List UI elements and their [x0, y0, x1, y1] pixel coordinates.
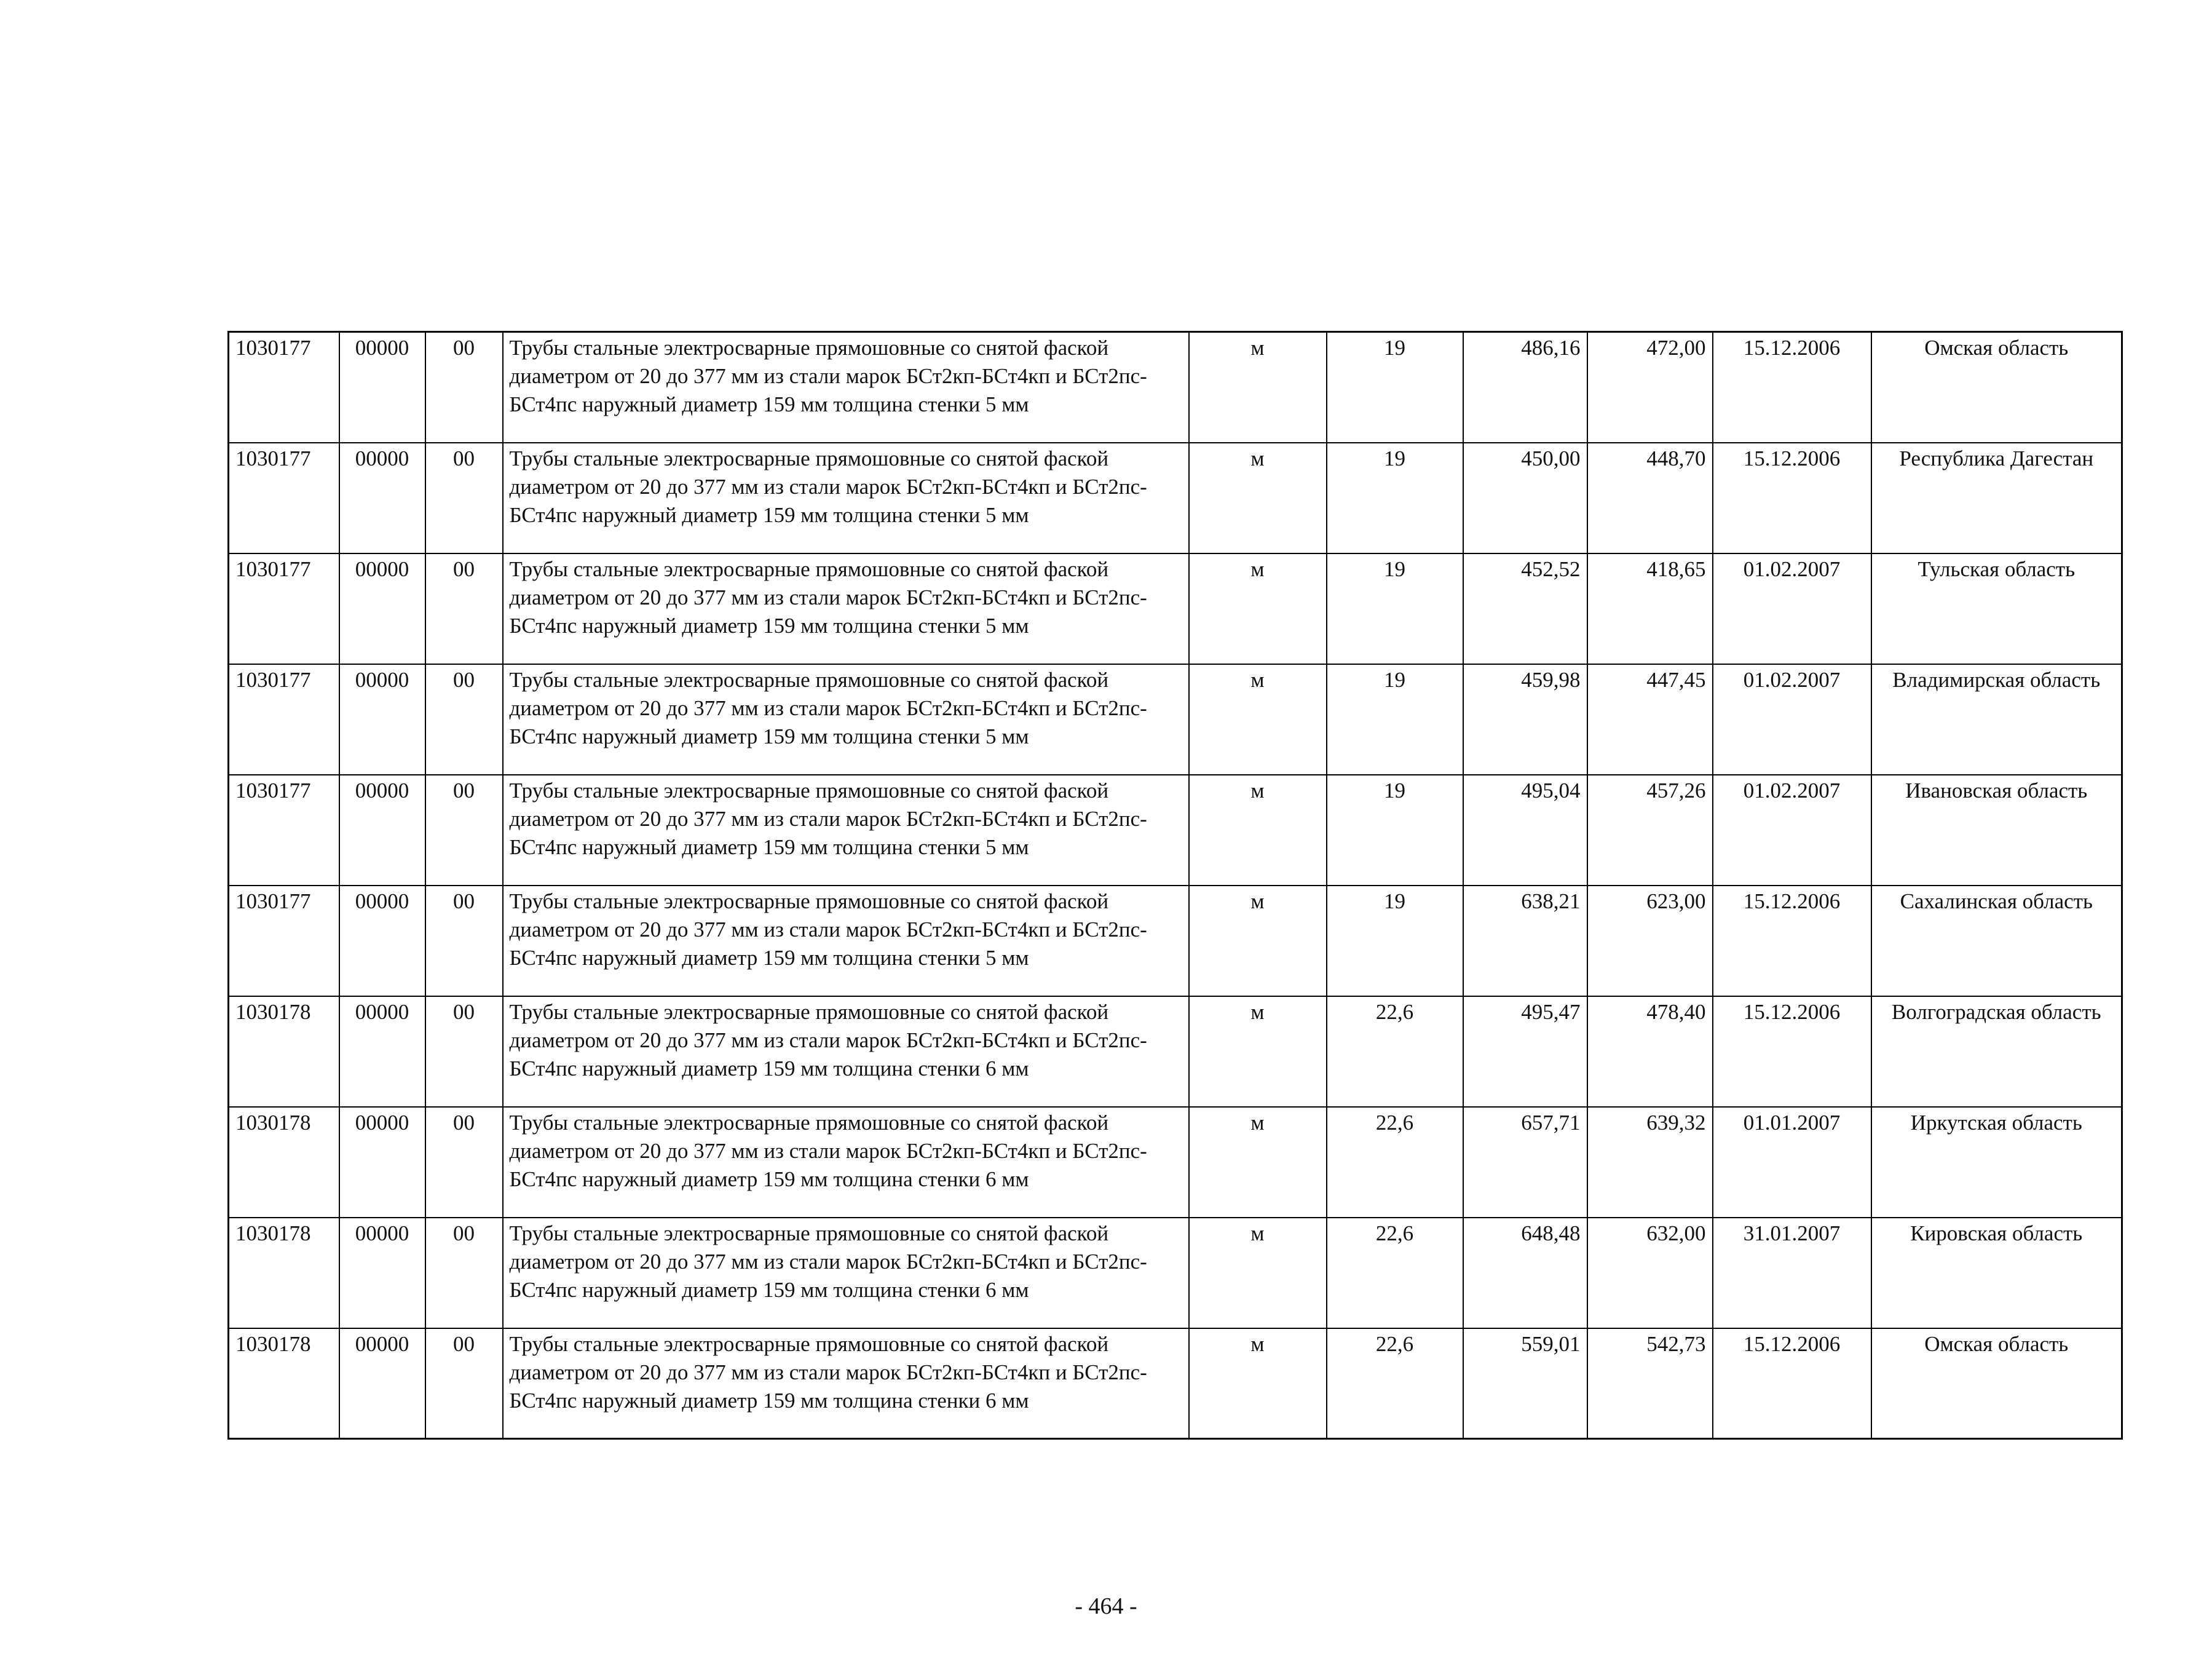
price-with-vat: 657,71 — [1463, 1107, 1587, 1218]
price-with-vat: 486,16 — [1463, 332, 1587, 443]
item-code: 1030178 — [229, 996, 339, 1107]
subcode-2: 00 — [425, 664, 503, 775]
weight-value: 22,6 — [1327, 1218, 1463, 1328]
subcode: 00000 — [339, 886, 425, 996]
subcode-2: 00 — [425, 996, 503, 1107]
subcode: 00000 — [339, 996, 425, 1107]
price-with-vat: 559,01 — [1463, 1328, 1587, 1439]
weight-value: 19 — [1327, 664, 1463, 775]
unit-of-measure: м — [1189, 775, 1327, 886]
table-row — [229, 1218, 2122, 1328]
item-description: Трубы стальные электросварные прямошовные со снятой фаской диаметром от 20 до 377 мм из стали марок БСт2кп-БСт4кп и БСт2пс-БСт4пс наружный диаметр 159 мм толщина стенки 5 мм — [503, 443, 1189, 553]
region-name: Кировская область — [1871, 1218, 2122, 1328]
subcode-2: 00 — [425, 1218, 503, 1328]
item-description: Трубы стальные электросварные прямошовные со снятой фаской диаметром от 20 до 377 мм из стали марок БСт2кп-БСт4кп и БСт2пс-БСт4пс наружный диаметр 159 мм толщина стенки 5 мм — [503, 775, 1189, 886]
price-without-vat: 478,40 — [1587, 996, 1713, 1107]
subcode: 00000 — [339, 1218, 425, 1328]
price-with-vat: 452,52 — [1463, 553, 1587, 664]
item-code: 1030177 — [229, 443, 339, 553]
subcode-2: 00 — [425, 332, 503, 443]
weight-value: 19 — [1327, 775, 1463, 886]
item-description: Трубы стальные электросварные прямошовные со снятой фаской диаметром от 20 до 377 мм из стали марок БСт2кп-БСт4кп и БСт2пс-БСт4пс наружный диаметр 159 мм толщина стенки 5 мм — [503, 553, 1189, 664]
price-without-vat: 632,00 — [1587, 1218, 1713, 1328]
subcode-2: 00 — [425, 1107, 503, 1218]
subcode-2: 00 — [425, 775, 503, 886]
item-description: Трубы стальные электросварные прямошовные со снятой фаской диаметром от 20 до 377 мм из стали марок БСт2кп-БСт4кп и БСт2пс-БСт4пс наружный диаметр 159 мм толщина стенки 5 мм — [503, 332, 1189, 443]
item-code: 1030178 — [229, 1218, 339, 1328]
item-code: 1030178 — [229, 1107, 339, 1218]
subcode-2: 00 — [425, 553, 503, 664]
price-with-vat: 450,00 — [1463, 443, 1587, 553]
region-name: Иркутская область — [1871, 1107, 2122, 1218]
unit-of-measure: м — [1189, 1218, 1327, 1328]
unit-of-measure: м — [1189, 886, 1327, 996]
weight-value: 19 — [1327, 332, 1463, 443]
item-code: 1030177 — [229, 775, 339, 886]
subcode: 00000 — [339, 1107, 425, 1218]
unit-of-measure: м — [1189, 1107, 1327, 1218]
subcode: 00000 — [339, 775, 425, 886]
item-code: 1030177 — [229, 664, 339, 775]
price-date: 15.12.2006 — [1713, 1328, 1871, 1439]
price-with-vat: 648,48 — [1463, 1218, 1587, 1328]
table-row — [229, 996, 2122, 1107]
price-with-vat: 495,47 — [1463, 996, 1587, 1107]
item-description: Трубы стальные электросварные прямошовные со снятой фаской диаметром от 20 до 377 мм из стали марок БСт2кп-БСт4кп и БСт2пс-БСт4пс наружный диаметр 159 мм толщина стенки 5 мм — [503, 664, 1189, 775]
price-without-vat: 472,00 — [1587, 332, 1713, 443]
weight-value: 22,6 — [1327, 996, 1463, 1107]
subcode-2: 00 — [425, 1328, 503, 1439]
unit-of-measure: м — [1189, 443, 1327, 553]
item-description: Трубы стальные электросварные прямошовные со снятой фаской диаметром от 20 до 377 мм из стали марок БСт2кп-БСт4кп и БСт2пс-БСт4пс наружный диаметр 159 мм толщина стенки 6 мм — [503, 1328, 1189, 1439]
unit-of-measure: м — [1189, 1328, 1327, 1439]
price-without-vat: 639,32 — [1587, 1107, 1713, 1218]
unit-of-measure: м — [1189, 553, 1327, 664]
subcode: 00000 — [339, 553, 425, 664]
subcode: 00000 — [339, 443, 425, 553]
subcode: 00000 — [339, 332, 425, 443]
weight-value: 19 — [1327, 886, 1463, 996]
price-without-vat: 418,65 — [1587, 553, 1713, 664]
item-description: Трубы стальные электросварные прямошовные со снятой фаской диаметром от 20 до 377 мм из стали марок БСт2кп-БСт4кп и БСт2пс-БСт4пс наружный диаметр 159 мм толщина стенки 6 мм — [503, 996, 1189, 1107]
region-name: Республика Дагестан — [1871, 443, 2122, 553]
table-row — [229, 775, 2122, 886]
weight-value: 19 — [1327, 553, 1463, 664]
subcode: 00000 — [339, 664, 425, 775]
table-row — [229, 553, 2122, 664]
price-date: 15.12.2006 — [1713, 443, 1871, 553]
weight-value: 22,6 — [1327, 1107, 1463, 1218]
region-name: Владимирская область — [1871, 664, 2122, 775]
item-description: Трубы стальные электросварные прямошовные со снятой фаской диаметром от 20 до 377 мм из стали марок БСт2кп-БСт4кп и БСт2пс-БСт4пс наружный диаметр 159 мм толщина стенки 6 мм — [503, 1107, 1189, 1218]
table-row — [229, 886, 2122, 996]
price-date: 01.02.2007 — [1713, 553, 1871, 664]
price-without-vat: 623,00 — [1587, 886, 1713, 996]
price-date: 15.12.2006 — [1713, 886, 1871, 996]
price-date: 01.01.2007 — [1713, 1107, 1871, 1218]
weight-value: 22,6 — [1327, 1328, 1463, 1439]
table-body — [229, 332, 2122, 1439]
item-code: 1030177 — [229, 332, 339, 443]
table-row — [229, 332, 2122, 443]
region-name: Омская область — [1871, 332, 2122, 443]
region-name: Ивановская область — [1871, 775, 2122, 886]
price-date: 15.12.2006 — [1713, 996, 1871, 1107]
price-date: 01.02.2007 — [1713, 775, 1871, 886]
weight-value: 19 — [1327, 443, 1463, 553]
unit-of-measure: м — [1189, 332, 1327, 443]
price-date: 31.01.2007 — [1713, 1218, 1871, 1328]
table-row — [229, 1328, 2122, 1439]
price-date: 01.02.2007 — [1713, 664, 1871, 775]
price-with-vat: 638,21 — [1463, 886, 1587, 996]
unit-of-measure: м — [1189, 996, 1327, 1107]
price-with-vat: 459,98 — [1463, 664, 1587, 775]
price-date: 15.12.2006 — [1713, 332, 1871, 443]
price-without-vat: 457,26 — [1587, 775, 1713, 886]
table-row — [229, 1107, 2122, 1218]
table-row — [229, 664, 2122, 775]
item-code: 1030178 — [229, 1328, 339, 1439]
region-name: Омская область — [1871, 1328, 2122, 1439]
table-row — [229, 443, 2122, 553]
subcode-2: 00 — [425, 443, 503, 553]
item-description: Трубы стальные электросварные прямошовные со снятой фаской диаметром от 20 до 377 мм из стали марок БСт2кп-БСт4кп и БСт2пс-БСт4пс наружный диаметр 159 мм толщина стенки 6 мм — [503, 1218, 1189, 1328]
price-without-vat: 542,73 — [1587, 1328, 1713, 1439]
price-table — [227, 331, 2123, 1440]
price-without-vat: 447,45 — [1587, 664, 1713, 775]
page-number: - 464 - — [1075, 1593, 1137, 1619]
item-code: 1030177 — [229, 553, 339, 664]
region-name: Сахалинская область — [1871, 886, 2122, 996]
item-code: 1030177 — [229, 886, 339, 996]
region-name: Тульская область — [1871, 553, 2122, 664]
item-description: Трубы стальные электросварные прямошовные со снятой фаской диаметром от 20 до 377 мм из стали марок БСт2кп-БСт4кп и БСт2пс-БСт4пс наружный диаметр 159 мм толщина стенки 5 мм — [503, 886, 1189, 996]
subcode: 00000 — [339, 1328, 425, 1439]
region-name: Волгоградская область — [1871, 996, 2122, 1107]
price-without-vat: 448,70 — [1587, 443, 1713, 553]
subcode-2: 00 — [425, 886, 503, 996]
price-with-vat: 495,04 — [1463, 775, 1587, 886]
unit-of-measure: м — [1189, 664, 1327, 775]
